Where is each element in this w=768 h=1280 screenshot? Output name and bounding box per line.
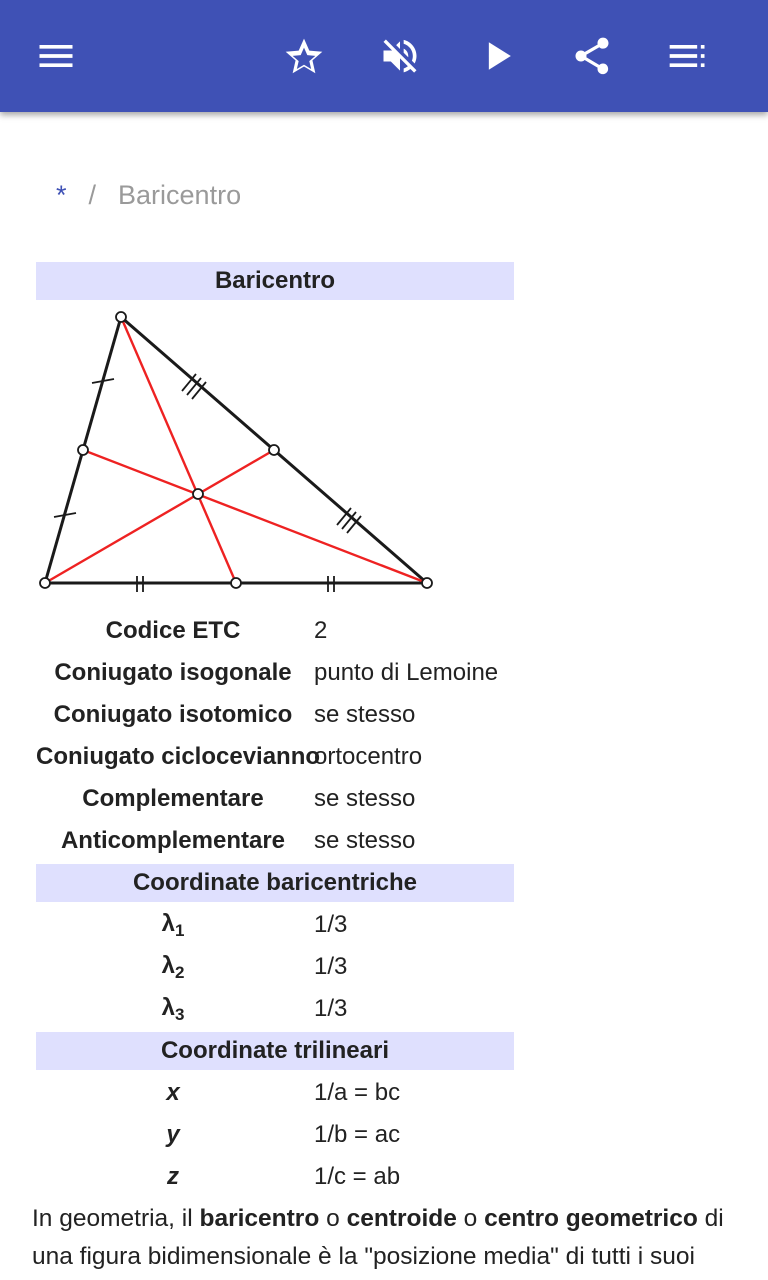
infobox-row [36, 652, 514, 694]
lambda-label: $\lambda_1$ [161, 909, 185, 940]
volume-off-icon [378, 34, 422, 78]
infobox [36, 262, 514, 1198]
row-value: se stesso [314, 701, 416, 728]
row-value: 1/3 [314, 995, 348, 1022]
barycentric-row [36, 988, 514, 1030]
row-label: z [167, 1163, 179, 1190]
row-value: 1/3 [314, 953, 348, 980]
row-value: 1/c = ab [314, 1163, 401, 1190]
play-icon [476, 34, 520, 78]
row-label: Codice ETC [105, 617, 241, 644]
infobox-title: Baricentro [36, 262, 514, 300]
row-label: Coniugato isotomico [53, 701, 293, 728]
row-label: Complementare [82, 785, 264, 812]
vertex-points [40, 312, 432, 588]
row-value-link[interactable]: ortocentro [314, 743, 423, 770]
barycentric-row [36, 946, 514, 988]
menu-button[interactable] [28, 28, 84, 84]
app-bar [0, 0, 768, 112]
row-label: Anticomplementare [60, 827, 286, 854]
row-value: 1/b = ac [314, 1121, 401, 1148]
barycentric-row [36, 904, 514, 946]
playlist-icon [666, 34, 710, 78]
trilinear-heading: Coordinate trilineari [36, 1032, 514, 1070]
barycentric-heading: Coordinate baricentriche [36, 864, 514, 902]
table-of-contents-button[interactable] [660, 28, 716, 84]
infobox-row [36, 778, 514, 820]
lambda-label: $\lambda_2$ [161, 951, 185, 982]
menu-icon [34, 34, 78, 78]
trilinear-row [36, 1114, 514, 1156]
breadcrumb-separator: / [88, 180, 97, 210]
article-paragraph: In geometria, il baricentro o centroide o centro geometrico di una figura bidimensionale è la "posizione media" di tutti i suoi [32, 1205, 724, 1270]
centroid-diagram [36, 300, 514, 610]
infobox-row [36, 694, 514, 736]
row-value: se stesso [314, 785, 416, 812]
triangle-sides [45, 317, 427, 583]
infobox-row [36, 610, 514, 652]
trilinear-row [36, 1156, 514, 1198]
row-value: 2 [314, 617, 328, 644]
median-lines [45, 317, 427, 583]
row-label: x [166, 1079, 180, 1106]
row-value: 1/3 [314, 911, 348, 938]
breadcrumb [56, 180, 241, 211]
triangle-medians-image [36, 304, 456, 604]
breadcrumb-current: Baricentro [118, 180, 242, 210]
row-value: 1/a = bc [314, 1079, 401, 1106]
favorite-button[interactable] [276, 28, 332, 84]
share-icon [570, 34, 614, 78]
infobox-row [36, 820, 514, 862]
star-outline-icon [282, 34, 326, 78]
trilinear-row [36, 1072, 514, 1114]
share-button[interactable] [564, 28, 620, 84]
breadcrumb-home-link[interactable]: * [56, 180, 67, 210]
tick-marks [54, 374, 361, 592]
play-button[interactable] [470, 28, 526, 84]
row-label: y [166, 1121, 180, 1148]
row-value-link[interactable]: punto di Lemoine [314, 659, 499, 686]
row-label: Coniugato isogonale [54, 659, 292, 686]
lambda-label: $\lambda_3$ [161, 993, 185, 1024]
mute-button[interactable] [372, 28, 428, 84]
row-label: Coniugato ciclocevianno [36, 743, 321, 770]
row-value: se stesso [314, 827, 416, 854]
infobox-row [36, 736, 514, 778]
